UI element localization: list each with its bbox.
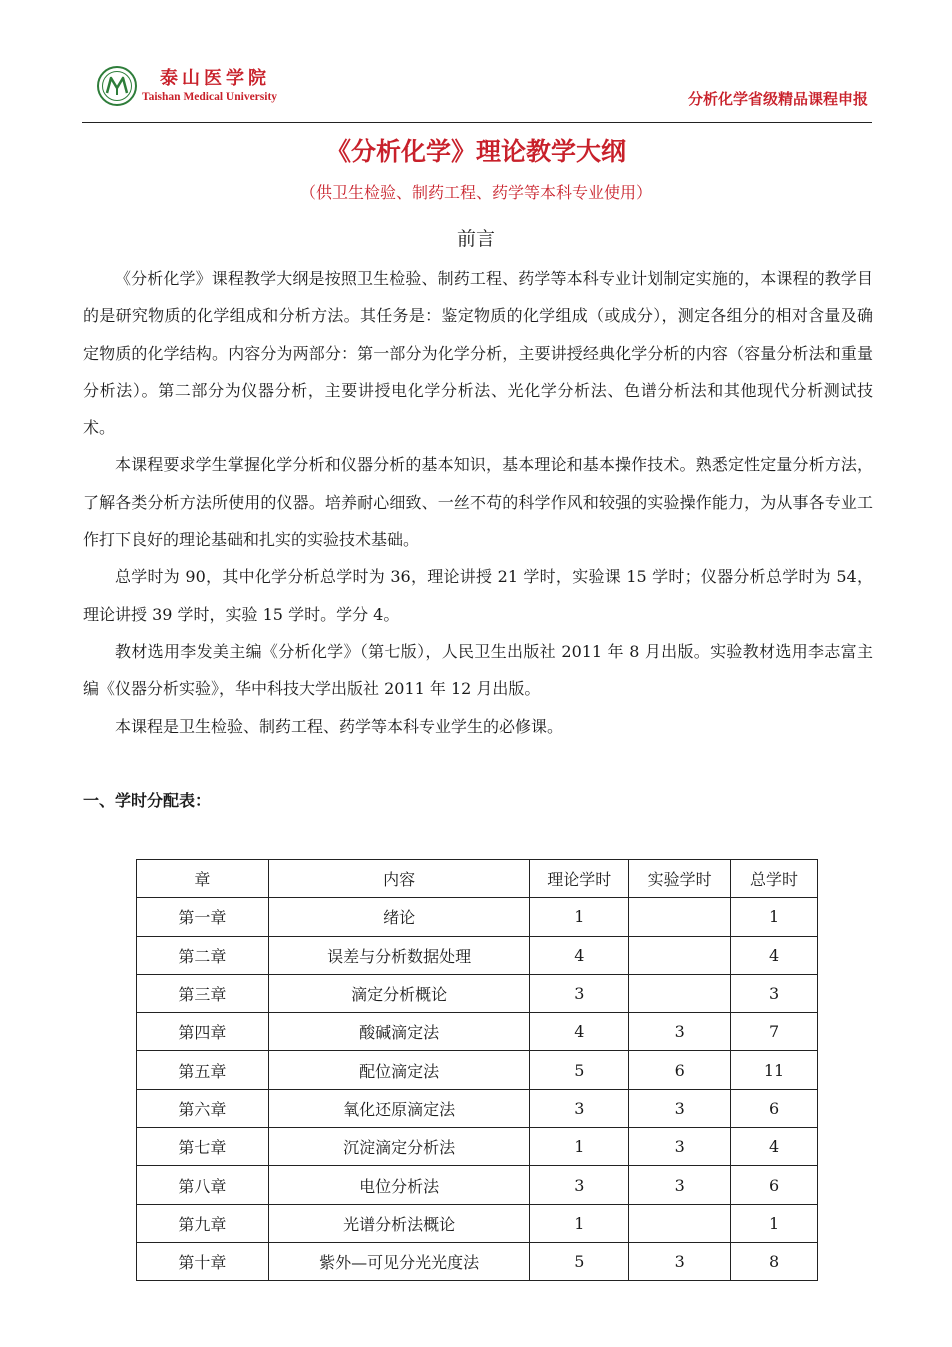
preface-body (83, 260, 873, 745)
table-header-row (137, 860, 818, 898)
paragraph: 教材选用李发美主编《分析化学》（第七版），人民卫生出版社 2011 年 8 月出版。实验教材选用李志富主编《仪器分析实验》，华中科技大学出版社 2011 年 12 月出版。 (83, 641, 873, 699)
cell-chapter: 第一章 (137, 898, 269, 936)
cell-total: 4 (731, 1128, 818, 1166)
cell-content: 绪论 (268, 898, 530, 936)
table-row (137, 1242, 818, 1280)
cell-theory: 4 (530, 1013, 629, 1051)
university-logo-icon (97, 66, 137, 106)
cell-lab (629, 974, 731, 1012)
cell-chapter: 第七章 (137, 1128, 269, 1166)
section-heading: 一、学时分配表： (83, 791, 212, 810)
cell-content: 紫外—可见分光光度法 (268, 1242, 530, 1280)
cell-chapter: 第五章 (137, 1051, 269, 1089)
header-course-label: 分析化学省级精品课程申报 (687, 90, 868, 108)
cell-lab: 3 (629, 1089, 731, 1127)
table-row (137, 1013, 818, 1051)
cell-chapter: 第十章 (137, 1242, 269, 1280)
cell-total: 4 (731, 936, 818, 974)
header-content: 内容 (268, 860, 530, 898)
header-total-hours: 总学时 (731, 860, 818, 898)
cell-chapter: 第二章 (137, 936, 269, 974)
cell-content: 氧化还原滴定法 (268, 1089, 530, 1127)
cell-lab (629, 936, 731, 974)
page-title: 《分析化学》理论教学大纲 (325, 137, 626, 166)
cell-theory: 3 (530, 1089, 629, 1127)
cell-content: 滴定分析概论 (268, 974, 530, 1012)
cell-total: 7 (731, 1013, 818, 1051)
cell-lab: 6 (629, 1051, 731, 1089)
cell-total: 8 (731, 1242, 818, 1280)
hours-table (136, 859, 818, 1281)
paragraph: 本课程是卫生检验、制药工程、药学等本科专业学生的必修课。 (115, 716, 564, 736)
cell-content: 配位滴定法 (268, 1051, 530, 1089)
cell-total: 11 (731, 1051, 818, 1089)
cell-lab: 3 (629, 1166, 731, 1204)
paragraph: 总学时为 90，其中化学分析总学时为 36，理论讲授 21 学时，实验课 15 学时；仪器分析总学时为 54，理论讲授 39 学时，实验 15 学时。学分 4。 (83, 567, 873, 624)
table-row (137, 1051, 818, 1089)
cell-theory: 5 (530, 1051, 629, 1089)
school-name-cn: 泰山医学院 (160, 68, 270, 89)
cell-total: 1 (731, 1204, 818, 1242)
cell-theory: 4 (530, 936, 629, 974)
cell-lab: 3 (629, 1242, 731, 1280)
cell-total: 6 (731, 1166, 818, 1204)
header-chapter: 章 (137, 860, 269, 898)
cell-theory: 3 (530, 1166, 629, 1204)
cell-theory: 1 (530, 1128, 629, 1166)
table-row (137, 898, 818, 936)
table-row (137, 1166, 818, 1204)
table-body (137, 898, 818, 1281)
cell-content: 误差与分析数据处理 (268, 936, 530, 974)
header-lab-hours: 实验学时 (629, 860, 731, 898)
cell-content: 光谱分析法概论 (268, 1204, 530, 1242)
cell-content: 沉淀滴定分析法 (268, 1128, 530, 1166)
cell-chapter: 第四章 (137, 1013, 269, 1051)
cell-content: 电位分析法 (268, 1166, 530, 1204)
cell-total: 3 (731, 974, 818, 1012)
table-row (137, 1128, 818, 1166)
cell-chapter: 第八章 (137, 1166, 269, 1204)
paragraph: 《分析化学》课程教学大纲是按照卫生检验、制药工程、药学等本科专业计划制定实施的，本课程的教学目的是研究物质的化学组成和分析方法。其任务是：鉴定物质的化学组成（或成分），测定各组分的相对含量及确定物质的化学结构。内容分为两部分：第一部分为化学分析，主要讲授经典化学分析的内容（容量分析法和重量分析法）。第二部分为仪器分析，主要讲授电化学分析法、光化学分析法、色谱分析法和其他现代分析测试技术。 (83, 269, 873, 438)
cell-lab (629, 898, 731, 936)
table-row (137, 974, 818, 1012)
table-row (137, 1204, 818, 1242)
cell-content: 酸碱滴定法 (268, 1013, 530, 1051)
cell-total: 1 (731, 898, 818, 936)
cell-lab (629, 1204, 731, 1242)
cell-theory: 5 (530, 1242, 629, 1280)
header-theory-hours: 理论学时 (530, 860, 629, 898)
cell-chapter: 第九章 (137, 1204, 269, 1242)
cell-total: 6 (731, 1089, 818, 1127)
cell-chapter: 第六章 (137, 1089, 269, 1127)
cell-chapter: 第三章 (137, 974, 269, 1012)
cell-theory: 3 (530, 974, 629, 1012)
paragraph: 本课程要求学生掌握化学分析和仪器分析的基本知识，基本理论和基本操作技术。熟悉定性定量分析方法，了解各类分析方法所使用的仪器。培养耐心细致、一丝不苟的科学作风和较强的实验操作能力，为从事各专业工作打下良好的理论基础和扎实的实验技术基础。 (83, 455, 873, 550)
cell-theory: 1 (530, 1204, 629, 1242)
cell-lab: 3 (629, 1013, 731, 1051)
table-row (137, 1089, 818, 1127)
page-subtitle: （供卫生检验、制药工程、药学等本科专业使用） (299, 183, 652, 202)
preface-heading: 前言 (456, 228, 495, 250)
page-header (82, 58, 872, 122)
cell-theory: 1 (530, 898, 629, 936)
cell-lab: 3 (629, 1128, 731, 1166)
school-name-en: Taishan Medical University (142, 91, 278, 103)
table-row (137, 936, 818, 974)
header-divider (82, 122, 872, 123)
